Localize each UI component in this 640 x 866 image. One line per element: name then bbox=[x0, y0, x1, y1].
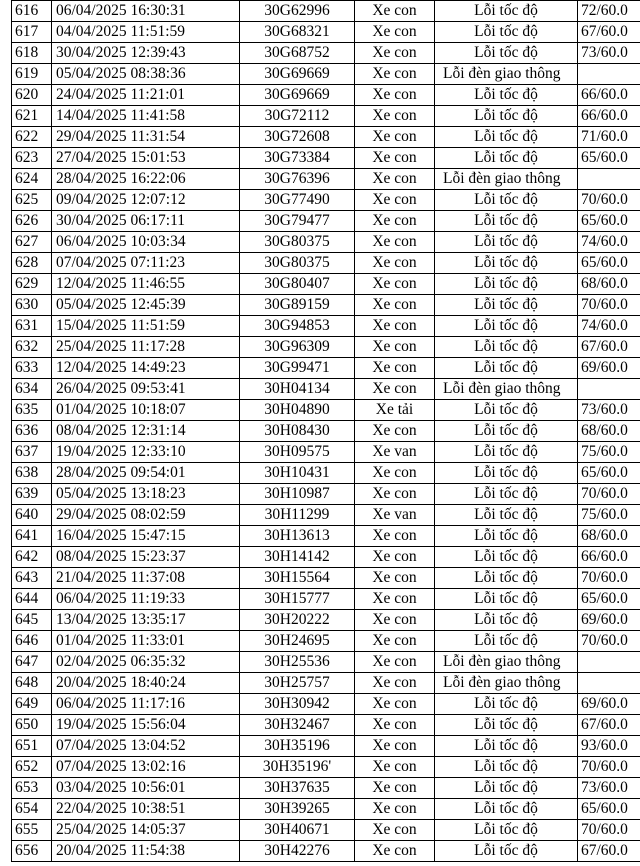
table-row bbox=[12, 316, 640, 337]
row-number-cell: 620 bbox=[12, 85, 52, 106]
vehicle-type-cell: Xe con bbox=[355, 22, 435, 43]
plate-number-cell: 30H20222 bbox=[240, 610, 355, 631]
speed-cell: 70/60.0 bbox=[578, 631, 640, 652]
table-row bbox=[12, 526, 640, 547]
speed-cell: 69/60.0 bbox=[578, 358, 640, 379]
row-number-cell: 636 bbox=[12, 421, 52, 442]
violation-cell: Lỗi tốc độ bbox=[435, 526, 578, 547]
vehicle-type-cell: Xe con bbox=[355, 484, 435, 505]
violation-cell: Lỗi tốc độ bbox=[435, 547, 578, 568]
timestamp-cell: 06/04/2025 11:17:16 bbox=[52, 694, 240, 715]
timestamp-cell: 15/04/2025 11:51:59 bbox=[52, 316, 240, 337]
vehicle-type-cell: Xe con bbox=[355, 127, 435, 148]
speed-cell: 75/60.0 bbox=[578, 442, 640, 463]
speed-cell bbox=[578, 64, 640, 85]
speed-cell bbox=[578, 652, 640, 673]
vehicle-type-cell: Xe con bbox=[355, 673, 435, 694]
plate-number-cell: 30G80375 bbox=[240, 253, 355, 274]
row-number-cell: 625 bbox=[12, 190, 52, 211]
row-number-cell: 622 bbox=[12, 127, 52, 148]
plate-number-cell: 30G89159 bbox=[240, 295, 355, 316]
speed-cell: 72/60.0 bbox=[578, 1, 640, 22]
vehicle-type-cell: Xe con bbox=[355, 1, 435, 22]
vehicle-type-cell: Xe con bbox=[355, 211, 435, 232]
timestamp-cell: 03/04/2025 10:56:01 bbox=[52, 778, 240, 799]
violation-cell: Lỗi tốc độ bbox=[435, 232, 578, 253]
vehicle-type-cell: Xe con bbox=[355, 631, 435, 652]
violation-cell: Lỗi tốc độ bbox=[435, 421, 578, 442]
plate-number-cell: 30G96309 bbox=[240, 337, 355, 358]
table-row bbox=[12, 190, 640, 211]
violation-cell: Lỗi tốc độ bbox=[435, 778, 578, 799]
timestamp-cell: 09/04/2025 12:07:12 bbox=[52, 190, 240, 211]
speed-cell: 66/60.0 bbox=[578, 85, 640, 106]
violation-cell: Lỗi tốc độ bbox=[435, 820, 578, 841]
plate-number-cell: 30H10987 bbox=[240, 484, 355, 505]
plate-number-cell: 30H09575 bbox=[240, 442, 355, 463]
timestamp-cell: 12/04/2025 14:49:23 bbox=[52, 358, 240, 379]
row-number-cell: 628 bbox=[12, 253, 52, 274]
violation-cell: Lỗi tốc độ bbox=[435, 400, 578, 421]
vehicle-type-cell: Xe con bbox=[355, 841, 435, 862]
row-number-cell: 643 bbox=[12, 568, 52, 589]
table-row bbox=[12, 673, 640, 694]
table-row bbox=[12, 631, 640, 652]
speed-cell bbox=[578, 379, 640, 400]
speed-cell: 65/60.0 bbox=[578, 211, 640, 232]
plate-number-cell: 30H14142 bbox=[240, 547, 355, 568]
plate-number-cell: 30G69669 bbox=[240, 64, 355, 85]
row-number-cell: 656 bbox=[12, 841, 52, 862]
plate-number-cell: 30H42276 bbox=[240, 841, 355, 862]
timestamp-cell: 30/04/2025 12:39:43 bbox=[52, 43, 240, 64]
table-row bbox=[12, 85, 640, 106]
row-number-cell: 654 bbox=[12, 799, 52, 820]
violation-cell: Lỗi tốc độ bbox=[435, 589, 578, 610]
vehicle-type-cell: Xe con bbox=[355, 694, 435, 715]
plate-number-cell: 30G94853 bbox=[240, 316, 355, 337]
vehicle-type-cell: Xe con bbox=[355, 526, 435, 547]
row-number-cell: 629 bbox=[12, 274, 52, 295]
violation-cell: Lỗi đèn giao thông bbox=[435, 64, 578, 85]
table-row bbox=[12, 106, 640, 127]
row-number-cell: 627 bbox=[12, 232, 52, 253]
plate-number-cell: 30H04134 bbox=[240, 379, 355, 400]
row-number-cell: 651 bbox=[12, 736, 52, 757]
violation-cell: Lỗi tốc độ bbox=[435, 484, 578, 505]
speed-cell: 69/60.0 bbox=[578, 694, 640, 715]
violation-cell: Lỗi tốc độ bbox=[435, 736, 578, 757]
row-number-cell: 617 bbox=[12, 22, 52, 43]
table-row bbox=[12, 589, 640, 610]
speed-cell: 70/60.0 bbox=[578, 295, 640, 316]
vehicle-type-cell: Xe con bbox=[355, 652, 435, 673]
vehicle-type-cell: Xe van bbox=[355, 505, 435, 526]
vehicle-type-cell: Xe con bbox=[355, 85, 435, 106]
violation-cell: Lỗi tốc độ bbox=[435, 274, 578, 295]
speed-cell: 67/60.0 bbox=[578, 337, 640, 358]
timestamp-cell: 01/04/2025 10:18:07 bbox=[52, 400, 240, 421]
violation-cell: Lỗi tốc độ bbox=[435, 127, 578, 148]
table-row bbox=[12, 337, 640, 358]
vehicle-type-cell: Xe con bbox=[355, 106, 435, 127]
row-number-cell: 631 bbox=[12, 316, 52, 337]
violation-cell: Lỗi tốc độ bbox=[435, 22, 578, 43]
timestamp-cell: 14/04/2025 11:41:58 bbox=[52, 106, 240, 127]
row-number-cell: 632 bbox=[12, 337, 52, 358]
timestamp-cell: 06/04/2025 11:19:33 bbox=[52, 589, 240, 610]
violation-cell: Lỗi tốc độ bbox=[435, 610, 578, 631]
plate-number-cell: 30H11299 bbox=[240, 505, 355, 526]
vehicle-type-cell: Xe con bbox=[355, 64, 435, 85]
timestamp-cell: 05/04/2025 12:45:39 bbox=[52, 295, 240, 316]
vehicle-type-cell: Xe con bbox=[355, 169, 435, 190]
vehicle-type-cell: Xe con bbox=[355, 547, 435, 568]
speed-cell: 73/60.0 bbox=[578, 778, 640, 799]
row-number-cell: 621 bbox=[12, 106, 52, 127]
violation-cell: Lỗi tốc độ bbox=[435, 358, 578, 379]
row-number-cell: 638 bbox=[12, 463, 52, 484]
plate-number-cell: 30H04890 bbox=[240, 400, 355, 421]
table-row bbox=[12, 505, 640, 526]
row-number-cell: 618 bbox=[12, 43, 52, 64]
timestamp-cell: 20/04/2025 11:54:38 bbox=[52, 841, 240, 862]
table-row bbox=[12, 358, 640, 379]
timestamp-cell: 05/04/2025 13:18:23 bbox=[52, 484, 240, 505]
violation-cell: Lỗi tốc độ bbox=[435, 43, 578, 64]
speed-cell: 70/60.0 bbox=[578, 568, 640, 589]
table-row bbox=[12, 841, 640, 862]
violation-cell: Lỗi tốc độ bbox=[435, 463, 578, 484]
table-row bbox=[12, 820, 640, 841]
timestamp-cell: 13/04/2025 13:35:17 bbox=[52, 610, 240, 631]
violation-cell: Lỗi tốc độ bbox=[435, 568, 578, 589]
vehicle-type-cell: Xe con bbox=[355, 799, 435, 820]
table-row bbox=[12, 484, 640, 505]
timestamp-cell: 24/04/2025 11:21:01 bbox=[52, 85, 240, 106]
row-number-cell: 639 bbox=[12, 484, 52, 505]
vehicle-type-cell: Xe con bbox=[355, 778, 435, 799]
violation-cell: Lỗi tốc độ bbox=[435, 757, 578, 778]
timestamp-cell: 07/04/2025 07:11:23 bbox=[52, 253, 240, 274]
row-number-cell: 630 bbox=[12, 295, 52, 316]
plate-number-cell: 30G73384 bbox=[240, 148, 355, 169]
timestamp-cell: 12/04/2025 11:46:55 bbox=[52, 274, 240, 295]
plate-number-cell: 30H25757 bbox=[240, 673, 355, 694]
timestamp-cell: 25/04/2025 14:05:37 bbox=[52, 820, 240, 841]
plate-number-cell: 30G99471 bbox=[240, 358, 355, 379]
plate-number-cell: 30H30942 bbox=[240, 694, 355, 715]
timestamp-cell: 04/04/2025 11:51:59 bbox=[52, 22, 240, 43]
violation-cell: Lỗi tốc độ bbox=[435, 148, 578, 169]
violation-cell: Lỗi tốc độ bbox=[435, 1, 578, 22]
speed-cell: 67/60.0 bbox=[578, 22, 640, 43]
timestamp-cell: 07/04/2025 13:02:16 bbox=[52, 757, 240, 778]
violation-cell: Lỗi tốc độ bbox=[435, 295, 578, 316]
table-row bbox=[12, 568, 640, 589]
timestamp-cell: 26/04/2025 09:53:41 bbox=[52, 379, 240, 400]
row-number-cell: 619 bbox=[12, 64, 52, 85]
timestamp-cell: 06/04/2025 10:03:34 bbox=[52, 232, 240, 253]
speed-cell: 65/60.0 bbox=[578, 463, 640, 484]
speed-cell: 66/60.0 bbox=[578, 106, 640, 127]
vehicle-type-cell: Xe con bbox=[355, 463, 435, 484]
row-number-cell: 616 bbox=[12, 1, 52, 22]
table-row bbox=[12, 421, 640, 442]
plate-number-cell: 30G80407 bbox=[240, 274, 355, 295]
vehicle-type-cell: Xe con bbox=[355, 43, 435, 64]
plate-number-cell: 30G77490 bbox=[240, 190, 355, 211]
timestamp-cell: 28/04/2025 09:54:01 bbox=[52, 463, 240, 484]
vehicle-type-cell: Xe con bbox=[355, 253, 435, 274]
table-row bbox=[12, 778, 640, 799]
speed-cell: 68/60.0 bbox=[578, 274, 640, 295]
row-number-cell: 633 bbox=[12, 358, 52, 379]
table-row bbox=[12, 442, 640, 463]
timestamp-cell: 29/04/2025 11:31:54 bbox=[52, 127, 240, 148]
plate-number-cell: 30H08430 bbox=[240, 421, 355, 442]
speed-cell: 68/60.0 bbox=[578, 421, 640, 442]
vehicle-type-cell: Xe con bbox=[355, 337, 435, 358]
row-number-cell: 634 bbox=[12, 379, 52, 400]
speed-cell: 68/60.0 bbox=[578, 526, 640, 547]
violation-cell: Lỗi đèn giao thông bbox=[435, 652, 578, 673]
row-number-cell: 640 bbox=[12, 505, 52, 526]
timestamp-cell: 29/04/2025 08:02:59 bbox=[52, 505, 240, 526]
table-row bbox=[12, 169, 640, 190]
speed-cell: 70/60.0 bbox=[578, 820, 640, 841]
plate-number-cell: 30G72608 bbox=[240, 127, 355, 148]
violation-cell: Lỗi tốc độ bbox=[435, 337, 578, 358]
timestamp-cell: 01/04/2025 11:33:01 bbox=[52, 631, 240, 652]
table-row bbox=[12, 379, 640, 400]
violation-cell: Lỗi tốc độ bbox=[435, 505, 578, 526]
violations-table-body bbox=[12, 1, 640, 862]
speed-cell: 67/60.0 bbox=[578, 841, 640, 862]
plate-number-cell: 30H37635 bbox=[240, 778, 355, 799]
vehicle-type-cell: Xe con bbox=[355, 274, 435, 295]
table-row bbox=[12, 400, 640, 421]
timestamp-cell: 21/04/2025 11:37:08 bbox=[52, 568, 240, 589]
vehicle-type-cell: Xe con bbox=[355, 379, 435, 400]
speed-cell bbox=[578, 169, 640, 190]
speed-cell: 73/60.0 bbox=[578, 43, 640, 64]
row-number-cell: 655 bbox=[12, 820, 52, 841]
speed-cell: 66/60.0 bbox=[578, 547, 640, 568]
speed-cell: 70/60.0 bbox=[578, 757, 640, 778]
timestamp-cell: 06/04/2025 16:30:31 bbox=[52, 1, 240, 22]
violation-cell: Lỗi tốc độ bbox=[435, 841, 578, 862]
plate-number-cell: 30G68752 bbox=[240, 43, 355, 64]
vehicle-type-cell: Xe con bbox=[355, 295, 435, 316]
plate-number-cell: 30H15777 bbox=[240, 589, 355, 610]
violations-table bbox=[11, 0, 640, 862]
vehicle-type-cell: Xe con bbox=[355, 568, 435, 589]
violation-cell: Lỗi tốc độ bbox=[435, 694, 578, 715]
plate-number-cell: 30G79477 bbox=[240, 211, 355, 232]
plate-number-cell: 30G72112 bbox=[240, 106, 355, 127]
violation-cell: Lỗi tốc độ bbox=[435, 85, 578, 106]
table-row bbox=[12, 64, 640, 85]
vehicle-type-cell: Xe con bbox=[355, 715, 435, 736]
timestamp-cell: 28/04/2025 16:22:06 bbox=[52, 169, 240, 190]
violation-cell: Lỗi tốc độ bbox=[435, 106, 578, 127]
table-row bbox=[12, 694, 640, 715]
vehicle-type-cell: Xe con bbox=[355, 232, 435, 253]
table-row bbox=[12, 253, 640, 274]
vehicle-type-cell: Xe con bbox=[355, 316, 435, 337]
timestamp-cell: 22/04/2025 10:38:51 bbox=[52, 799, 240, 820]
violation-cell: Lỗi đèn giao thông bbox=[435, 169, 578, 190]
timestamp-cell: 16/04/2025 15:47:15 bbox=[52, 526, 240, 547]
timestamp-cell: 27/04/2025 15:01:53 bbox=[52, 148, 240, 169]
row-number-cell: 641 bbox=[12, 526, 52, 547]
row-number-cell: 637 bbox=[12, 442, 52, 463]
violation-cell: Lỗi tốc độ bbox=[435, 190, 578, 211]
timestamp-cell: 05/04/2025 08:38:36 bbox=[52, 64, 240, 85]
timestamp-cell: 02/04/2025 06:35:32 bbox=[52, 652, 240, 673]
plate-number-cell: 30H40671 bbox=[240, 820, 355, 841]
speed-cell: 93/60.0 bbox=[578, 736, 640, 757]
table-row bbox=[12, 211, 640, 232]
timestamp-cell: 08/04/2025 12:31:14 bbox=[52, 421, 240, 442]
row-number-cell: 646 bbox=[12, 631, 52, 652]
vehicle-type-cell: Xe con bbox=[355, 421, 435, 442]
vehicle-type-cell: Xe tải bbox=[355, 400, 435, 421]
vehicle-type-cell: Xe con bbox=[355, 148, 435, 169]
table-row bbox=[12, 715, 640, 736]
row-number-cell: 647 bbox=[12, 652, 52, 673]
violation-cell: Lỗi tốc độ bbox=[435, 316, 578, 337]
vehicle-type-cell: Xe con bbox=[355, 358, 435, 379]
table-row bbox=[12, 463, 640, 484]
speed-cell: 74/60.0 bbox=[578, 316, 640, 337]
table-row bbox=[12, 148, 640, 169]
table-row bbox=[12, 757, 640, 778]
vehicle-type-cell: Xe van bbox=[355, 442, 435, 463]
speed-cell: 75/60.0 bbox=[578, 505, 640, 526]
vehicle-type-cell: Xe con bbox=[355, 610, 435, 631]
vehicle-type-cell: Xe con bbox=[355, 757, 435, 778]
table-row bbox=[12, 652, 640, 673]
row-number-cell: 648 bbox=[12, 673, 52, 694]
violation-cell: Lỗi đèn giao thông bbox=[435, 673, 578, 694]
speed-cell: 65/60.0 bbox=[578, 253, 640, 274]
plate-number-cell: 30G62996 bbox=[240, 1, 355, 22]
plate-number-cell: 30H24695 bbox=[240, 631, 355, 652]
plate-number-cell: 30H32467 bbox=[240, 715, 355, 736]
violation-cell: Lỗi tốc độ bbox=[435, 631, 578, 652]
timestamp-cell: 25/04/2025 11:17:28 bbox=[52, 337, 240, 358]
table-row bbox=[12, 547, 640, 568]
row-number-cell: 642 bbox=[12, 547, 52, 568]
speed-cell: 65/60.0 bbox=[578, 148, 640, 169]
plate-number-cell: 30G69669 bbox=[240, 85, 355, 106]
row-number-cell: 649 bbox=[12, 694, 52, 715]
violation-cell: Lỗi tốc độ bbox=[435, 211, 578, 232]
row-number-cell: 652 bbox=[12, 757, 52, 778]
speed-cell: 70/60.0 bbox=[578, 484, 640, 505]
speed-cell: 69/60.0 bbox=[578, 610, 640, 631]
plate-number-cell: 30H35196' bbox=[240, 757, 355, 778]
timestamp-cell: 19/04/2025 12:33:10 bbox=[52, 442, 240, 463]
timestamp-cell: 08/04/2025 15:23:37 bbox=[52, 547, 240, 568]
table-row bbox=[12, 1, 640, 22]
timestamp-cell: 19/04/2025 15:56:04 bbox=[52, 715, 240, 736]
speed-cell: 65/60.0 bbox=[578, 799, 640, 820]
row-number-cell: 650 bbox=[12, 715, 52, 736]
table-row bbox=[12, 127, 640, 148]
row-number-cell: 653 bbox=[12, 778, 52, 799]
speed-cell: 73/60.0 bbox=[578, 400, 640, 421]
plate-number-cell: 30H15564 bbox=[240, 568, 355, 589]
row-number-cell: 635 bbox=[12, 400, 52, 421]
table-row bbox=[12, 232, 640, 253]
table-row bbox=[12, 295, 640, 316]
violation-cell: Lỗi đèn giao thông bbox=[435, 379, 578, 400]
plate-number-cell: 30G80375 bbox=[240, 232, 355, 253]
speed-cell: 71/60.0 bbox=[578, 127, 640, 148]
plate-number-cell: 30H39265 bbox=[240, 799, 355, 820]
table-row bbox=[12, 43, 640, 64]
violation-cell: Lỗi tốc độ bbox=[435, 715, 578, 736]
plate-number-cell: 30G68321 bbox=[240, 22, 355, 43]
row-number-cell: 623 bbox=[12, 148, 52, 169]
speed-cell: 67/60.0 bbox=[578, 715, 640, 736]
speed-cell bbox=[578, 673, 640, 694]
violation-cell: Lỗi tốc độ bbox=[435, 442, 578, 463]
table-row bbox=[12, 736, 640, 757]
plate-number-cell: 30G76396 bbox=[240, 169, 355, 190]
row-number-cell: 624 bbox=[12, 169, 52, 190]
violation-cell: Lỗi tốc độ bbox=[435, 799, 578, 820]
table-row bbox=[12, 610, 640, 631]
timestamp-cell: 07/04/2025 13:04:52 bbox=[52, 736, 240, 757]
vehicle-type-cell: Xe con bbox=[355, 589, 435, 610]
vehicle-type-cell: Xe con bbox=[355, 190, 435, 211]
speed-cell: 74/60.0 bbox=[578, 232, 640, 253]
row-number-cell: 644 bbox=[12, 589, 52, 610]
plate-number-cell: 30H13613 bbox=[240, 526, 355, 547]
table-row bbox=[12, 799, 640, 820]
table-row bbox=[12, 22, 640, 43]
speed-cell: 70/60.0 bbox=[578, 190, 640, 211]
plate-number-cell: 30H35196 bbox=[240, 736, 355, 757]
vehicle-type-cell: Xe con bbox=[355, 736, 435, 757]
plate-number-cell: 30H10431 bbox=[240, 463, 355, 484]
timestamp-cell: 20/04/2025 18:40:24 bbox=[52, 673, 240, 694]
vehicle-type-cell: Xe con bbox=[355, 820, 435, 841]
row-number-cell: 645 bbox=[12, 610, 52, 631]
timestamp-cell: 30/04/2025 06:17:11 bbox=[52, 211, 240, 232]
row-number-cell: 626 bbox=[12, 211, 52, 232]
table-row bbox=[12, 274, 640, 295]
speed-cell: 65/60.0 bbox=[578, 589, 640, 610]
violation-cell: Lỗi tốc độ bbox=[435, 253, 578, 274]
plate-number-cell: 30H25536 bbox=[240, 652, 355, 673]
